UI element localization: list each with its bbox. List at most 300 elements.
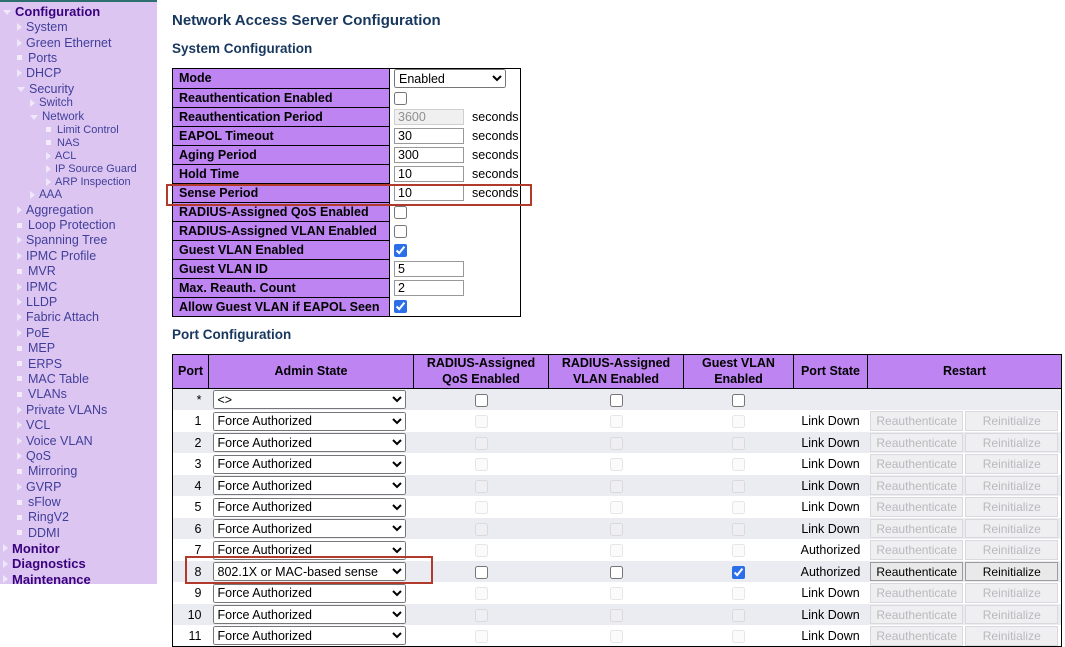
port-state xyxy=(794,389,868,411)
column-header-admin-state: Admin State xyxy=(209,355,414,389)
square-icon xyxy=(17,346,22,351)
triangle-right-icon xyxy=(17,283,22,291)
reauthenticate-button-port-5: Reauthenticate xyxy=(870,497,963,517)
admin-state-cell xyxy=(209,389,414,411)
port-number: 6 xyxy=(194,521,202,536)
guest-vlan-enabled-checkbox[interactable] xyxy=(394,244,407,257)
radius-qos-checkbox-port-2 xyxy=(475,437,488,450)
admin-state-cell xyxy=(209,539,414,561)
system-row-value-cell xyxy=(390,278,521,297)
admin-state-cell xyxy=(209,453,414,475)
triangle-right-icon xyxy=(17,69,22,77)
guest-vlan-cell xyxy=(684,432,794,454)
system-row-radius-assigned-vlan-enabled xyxy=(173,221,521,240)
system-row-value-cell xyxy=(390,145,521,164)
sense-period-input[interactable] xyxy=(394,185,464,201)
port-table-row xyxy=(173,518,1062,540)
reinitialize-button-port-11: Reinitialize xyxy=(965,626,1058,646)
radius-vlan-cell xyxy=(549,453,684,475)
eapol-timeout-input[interactable] xyxy=(394,128,464,144)
square-icon xyxy=(17,361,22,366)
system-row-aging-period xyxy=(173,145,521,164)
triangle-right-icon xyxy=(3,544,8,552)
radius-qos-cell xyxy=(414,475,549,497)
sidebar-item-label: QoS xyxy=(26,448,52,463)
guest-vlan-cell xyxy=(684,582,794,604)
sidebar-item-mirroring[interactable] xyxy=(0,464,157,479)
unit-label: seconds xyxy=(472,185,519,200)
port-table-row xyxy=(173,389,1062,411)
sidebar-item-spanning-tree[interactable] xyxy=(0,233,157,248)
radius-assigned-qos-enabled-checkbox[interactable] xyxy=(394,206,407,219)
restart-cell xyxy=(868,625,1062,647)
restart-cell xyxy=(868,410,1062,432)
reauthentication-period-input xyxy=(394,109,464,125)
system-row-reauthentication-enabled xyxy=(173,88,521,107)
sidebar-item-limit-control[interactable] xyxy=(0,123,157,136)
port-number: 7 xyxy=(194,543,202,557)
guest-vlan-checkbox-port-[interactable] xyxy=(732,394,745,407)
port-table-row xyxy=(173,539,1062,561)
main-content xyxy=(172,0,1065,643)
radius-vlan-checkbox-port-1 xyxy=(610,415,623,428)
sidebar-item-mvr[interactable] xyxy=(0,264,157,279)
radius-vlan-cell xyxy=(549,475,684,497)
radius-qos-cell xyxy=(414,582,549,604)
port-state: Link Down xyxy=(801,521,860,536)
square-icon xyxy=(17,500,22,505)
square-icon xyxy=(17,223,22,228)
system-row-label: Reauthentication Period xyxy=(173,107,390,126)
guest-vlan-checkbox-port-4 xyxy=(732,480,745,493)
sidebar-item-label: VCL xyxy=(26,418,51,433)
sidebar-item-label: Switch xyxy=(39,97,73,110)
unit-label: seconds xyxy=(472,147,519,162)
admin-state-cell xyxy=(209,432,414,454)
reauthenticate-button-port-8[interactable]: Reauthenticate xyxy=(870,562,963,582)
sidebar-item-label: LLDP xyxy=(26,294,58,309)
radius-qos-checkbox-port-11 xyxy=(475,630,488,643)
sidebar-item-system[interactable] xyxy=(0,20,157,35)
reinitialize-button-port-7: Reinitialize xyxy=(965,540,1058,560)
mode-select[interactable] xyxy=(394,69,506,88)
sidebar-item-erps[interactable] xyxy=(0,356,157,371)
restart-cell xyxy=(868,561,1062,583)
allow-guest-vlan-if-eapol-seen-checkbox[interactable] xyxy=(394,300,407,313)
triangle-right-icon xyxy=(3,575,8,583)
system-row-value-cell xyxy=(390,69,521,89)
triangle-right-icon xyxy=(17,437,22,445)
admin-state-select-port-2[interactable] xyxy=(213,433,406,452)
admin-state-select-port-6[interactable] xyxy=(213,519,406,538)
radius-qos-cell xyxy=(414,496,549,518)
hold-time-input[interactable] xyxy=(394,166,464,182)
admin-state-select-port-3[interactable] xyxy=(213,455,406,474)
system-row-label: RADIUS-Assigned QoS Enabled xyxy=(173,202,390,221)
reauthenticate-button-port-9: Reauthenticate xyxy=(870,583,963,603)
radius-vlan-cell xyxy=(549,518,684,540)
sidebar-item-ip-source-guard[interactable] xyxy=(0,162,157,175)
guest-vlan-cell xyxy=(684,561,794,583)
sidebar-item-diagnostics[interactable] xyxy=(0,556,157,572)
system-row-label: Mode xyxy=(173,69,390,89)
system-row-mode xyxy=(173,69,521,89)
restart-cell xyxy=(868,496,1062,518)
reinitialize-button-port-2: Reinitialize xyxy=(965,433,1058,453)
sidebar-item-label: Configuration xyxy=(15,4,101,20)
port-state: Link Down xyxy=(801,414,860,428)
system-row-label: Aging Period xyxy=(173,145,390,164)
port-number: * xyxy=(196,392,202,407)
sidebar-item-vcl[interactable] xyxy=(0,417,157,432)
guest-vlan-checkbox-port-6 xyxy=(732,523,745,536)
radius-vlan-checkbox-port-5 xyxy=(610,501,623,514)
port-number: 3 xyxy=(194,457,202,471)
system-configuration-heading: System Configuration xyxy=(172,41,313,56)
guest-vlan-checkbox-port-3 xyxy=(732,458,745,471)
radius-vlan-checkbox-port-[interactable] xyxy=(610,394,623,407)
radius-vlan-checkbox-port-4 xyxy=(610,480,623,493)
port-number: 11 xyxy=(188,628,202,643)
sidebar-item-voice-vlan[interactable] xyxy=(0,433,157,448)
sidebar-item-label: ACL xyxy=(55,149,77,162)
triangle-right-icon xyxy=(17,421,22,429)
sidebar-item-label: RingV2 xyxy=(28,510,69,525)
sidebar-item-label: ARP Inspection xyxy=(55,175,131,188)
admin-state-cell xyxy=(209,582,414,604)
system-row-label: Reauthentication Enabled xyxy=(173,88,390,107)
guest-vlan-checkbox-port-11 xyxy=(732,630,745,643)
admin-state-select-port-[interactable] xyxy=(213,390,406,409)
radius-qos-cell xyxy=(414,604,549,626)
column-header-radius-qos: RADIUS-Assigned QoS Enabled xyxy=(414,355,549,389)
sidebar-item-ringv2[interactable] xyxy=(0,510,157,525)
radius-vlan-cell xyxy=(549,625,684,647)
reinitialize-button-port-8[interactable]: Reinitialize xyxy=(965,562,1058,582)
guest-vlan-checkbox-port-9 xyxy=(732,587,745,600)
sidebar-item-label: MVR xyxy=(28,264,56,279)
square-icon xyxy=(17,530,22,535)
sidebar-item-label: GVRP xyxy=(26,479,62,494)
restart-cell xyxy=(868,582,1062,604)
sidebar-item-label: sFlow xyxy=(28,495,61,510)
column-header-restart: Restart xyxy=(868,355,1062,389)
port-number: 8 xyxy=(194,564,202,579)
port-table-header-row xyxy=(173,355,1062,389)
port-table-row xyxy=(173,496,1062,518)
sidebar-item-label: Spanning Tree xyxy=(26,233,108,248)
sidebar-item-label: Ports xyxy=(28,50,58,65)
guest-vlan-checkbox-port-7 xyxy=(732,544,745,557)
sidebar-item-label: Diagnostics xyxy=(12,556,86,572)
reinitialize-button-port-3: Reinitialize xyxy=(965,454,1058,474)
guest-vlan-cell xyxy=(684,625,794,647)
system-row-label: Max. Reauth. Count xyxy=(173,278,390,297)
radius-qos-cell xyxy=(414,410,549,432)
sidebar-item-fabric-attach[interactable] xyxy=(0,310,157,325)
radius-vlan-checkbox-port-11 xyxy=(610,630,623,643)
triangle-down-icon xyxy=(17,87,25,92)
radius-vlan-checkbox-port-10 xyxy=(610,609,623,622)
port-table-row xyxy=(173,625,1062,647)
sidebar-item-acl[interactable] xyxy=(0,149,157,162)
sidebar-item-mep[interactable] xyxy=(0,340,157,355)
square-icon xyxy=(17,392,22,397)
system-row-value-cell xyxy=(390,240,521,259)
guest-vlan-cell xyxy=(684,604,794,626)
triangle-right-icon xyxy=(17,452,22,460)
guest-vlan-cell xyxy=(684,518,794,540)
sidebar-item-label: DHCP xyxy=(26,66,62,81)
admin-state-select-port-1[interactable] xyxy=(213,412,406,431)
restart-cell xyxy=(868,518,1062,540)
sidebar-item-mac-table[interactable] xyxy=(0,371,157,386)
system-row-label: Sense Period xyxy=(173,183,390,202)
system-row-value-cell xyxy=(390,221,521,240)
guest-vlan-checkbox-port-8[interactable] xyxy=(732,566,745,579)
reauthenticate-button-port-3: Reauthenticate xyxy=(870,454,963,474)
system-row-eapol-timeout xyxy=(173,126,521,145)
sidebar-item-security[interactable] xyxy=(0,81,157,96)
triangle-right-icon xyxy=(17,406,22,414)
radius-qos-checkbox-port-7 xyxy=(475,544,488,557)
triangle-down-icon xyxy=(30,115,38,120)
sidebar-item-arp-inspection[interactable] xyxy=(0,175,157,188)
sidebar-item-label: IPMC Profile xyxy=(26,248,97,263)
guest-vlan-cell xyxy=(684,410,794,432)
guest-vlan-checkbox-port-1 xyxy=(732,415,745,428)
navigation-sidebar xyxy=(0,0,157,587)
sidebar-item-label: Monitor xyxy=(12,540,60,556)
triangle-right-icon xyxy=(30,191,35,199)
triangle-down-icon xyxy=(3,10,11,15)
column-header-port-state: Port State xyxy=(794,355,868,389)
admin-state-select-port-7[interactable] xyxy=(213,541,406,560)
triangle-right-icon xyxy=(46,152,51,160)
guest-vlan-checkbox-port-10 xyxy=(732,609,745,622)
radius-qos-checkbox-port-10 xyxy=(475,609,488,622)
restart-cell xyxy=(868,475,1062,497)
system-configuration-table xyxy=(172,68,521,317)
reauthenticate-button-port-10: Reauthenticate xyxy=(870,605,963,625)
radius-vlan-cell xyxy=(549,432,684,454)
navigation-tree xyxy=(0,4,157,587)
guest-vlan-cell xyxy=(684,475,794,497)
port-state: Link Down xyxy=(801,607,860,622)
system-row-label: Guest VLAN ID xyxy=(173,259,390,278)
radius-qos-checkbox-port-9 xyxy=(475,587,488,600)
sidebar-item-label: ERPS xyxy=(28,356,63,371)
reauthenticate-button-port-1: Reauthenticate xyxy=(870,411,963,431)
radius-qos-checkbox-port-8[interactable] xyxy=(475,566,488,579)
square-icon xyxy=(17,55,22,60)
system-row-label: Hold Time xyxy=(173,164,390,183)
reinitialize-button-port-10: Reinitialize xyxy=(965,605,1058,625)
sidebar-item-loop-protection[interactable] xyxy=(0,217,157,232)
page-title: Network Access Server Configuration xyxy=(172,12,441,29)
radius-vlan-cell xyxy=(549,539,684,561)
radius-vlan-cell xyxy=(549,582,684,604)
radius-vlan-cell xyxy=(549,389,684,411)
port-number: 4 xyxy=(194,478,202,493)
radius-qos-cell xyxy=(414,561,549,583)
sidebar-item-label: IPMC xyxy=(26,279,58,294)
reauthentication-enabled-checkbox[interactable] xyxy=(394,92,407,105)
square-icon xyxy=(46,140,51,145)
sidebar-item-sflow[interactable] xyxy=(0,494,157,509)
square-icon xyxy=(17,469,22,474)
reinitialize-button-port-9: Reinitialize xyxy=(965,583,1058,603)
sidebar-item-label: PoE xyxy=(26,325,50,340)
port-table-row xyxy=(173,410,1062,432)
port-state: Link Down xyxy=(801,500,860,514)
system-row-value-cell xyxy=(390,259,521,278)
radius-qos-checkbox-port-4 xyxy=(475,480,488,493)
column-header-port: Port xyxy=(173,355,209,389)
admin-state-cell xyxy=(209,604,414,626)
system-row-label: EAPOL Timeout xyxy=(173,126,390,145)
sidebar-item-configuration[interactable] xyxy=(0,4,157,20)
sidebar-item-label: Network xyxy=(42,110,85,123)
port-state: Link Down xyxy=(801,457,860,471)
sidebar-item-maintenance[interactable] xyxy=(0,572,157,588)
port-number: 9 xyxy=(194,586,202,600)
reauthenticate-button-port-4: Reauthenticate xyxy=(870,476,963,496)
column-header-radius-vlan: RADIUS-Assigned VLAN Enabled xyxy=(549,355,684,389)
triangle-right-icon xyxy=(3,560,8,568)
sidebar-item-label: Limit Control xyxy=(57,123,119,136)
system-row-allow-guest-vlan-if-eapol-seen xyxy=(173,297,521,316)
port-table-row xyxy=(173,604,1062,626)
system-row-sense-period xyxy=(173,183,521,202)
triangle-right-icon xyxy=(46,165,51,173)
reauthenticate-button-port-7: Reauthenticate xyxy=(870,540,963,560)
port-number: 5 xyxy=(194,500,202,514)
reauthenticate-button-port-6: Reauthenticate xyxy=(870,519,963,539)
admin-state-cell xyxy=(209,496,414,518)
radius-qos-checkbox-port-[interactable] xyxy=(475,394,488,407)
port-table-row xyxy=(173,582,1062,604)
sidebar-item-private-vlans[interactable] xyxy=(0,402,157,417)
system-row-value-cell xyxy=(390,297,521,316)
sidebar-item-label: Fabric Attach xyxy=(26,310,99,325)
port-table-row xyxy=(173,475,1062,497)
sidebar-item-green-ethernet[interactable] xyxy=(0,35,157,50)
restart-cell xyxy=(868,539,1062,561)
admin-state-cell xyxy=(209,561,414,583)
guest-vlan-cell xyxy=(684,453,794,475)
radius-qos-checkbox-port-5 xyxy=(475,501,488,514)
radius-vlan-checkbox-port-3 xyxy=(610,458,623,471)
unit-label: seconds xyxy=(472,128,519,143)
admin-state-select-port-4[interactable] xyxy=(213,476,406,495)
square-icon xyxy=(46,127,51,132)
unit-label: seconds xyxy=(472,109,519,124)
sidebar-item-label: Maintenance xyxy=(12,571,91,587)
admin-state-cell xyxy=(209,518,414,540)
sidebar-item-label: IP Source Guard xyxy=(55,162,137,175)
sidebar-item-nas[interactable] xyxy=(0,136,157,149)
system-row-radius-assigned-qos-enabled xyxy=(173,202,521,221)
reinitialize-button-port-4: Reinitialize xyxy=(965,476,1058,496)
guest-vlan-id-input[interactable] xyxy=(394,261,464,277)
port-state: Link Down xyxy=(801,478,860,493)
sidebar-item-label: Private VLANs xyxy=(26,402,108,417)
aging-period-input[interactable] xyxy=(394,147,464,163)
admin-state-select-port-8[interactable] xyxy=(213,562,406,581)
system-row-label: Guest VLAN Enabled xyxy=(173,240,390,259)
triangle-right-icon xyxy=(17,39,22,47)
sidebar-item-aaa[interactable] xyxy=(0,188,157,202)
radius-qos-checkbox-port-1 xyxy=(475,415,488,428)
triangle-right-icon xyxy=(30,99,35,107)
admin-state-cell xyxy=(209,475,414,497)
restart-cell xyxy=(868,389,1062,411)
admin-state-select-port-11[interactable] xyxy=(213,626,406,645)
triangle-right-icon xyxy=(17,252,22,260)
triangle-right-icon xyxy=(17,298,22,306)
system-row-value-cell xyxy=(390,126,521,145)
port-number: 2 xyxy=(194,435,202,450)
sidebar-item-poe[interactable] xyxy=(0,325,157,340)
admin-state-select-port-10[interactable] xyxy=(213,605,406,624)
radius-qos-cell xyxy=(414,389,549,411)
reauthenticate-button-port-11: Reauthenticate xyxy=(870,626,963,646)
admin-state-select-port-9[interactable] xyxy=(213,584,406,603)
sidebar-item-dhcp[interactable] xyxy=(0,66,157,81)
max-reauth-count-input[interactable] xyxy=(394,280,464,296)
port-table-row xyxy=(173,432,1062,454)
sidebar-item-vlans[interactable] xyxy=(0,387,157,402)
system-row-guest-vlan-id xyxy=(173,259,521,278)
sidebar-item-lldp[interactable] xyxy=(0,294,157,309)
radius-vlan-cell xyxy=(549,496,684,518)
sidebar-item-network[interactable] xyxy=(0,110,157,124)
sidebar-item-gvrp[interactable] xyxy=(0,479,157,494)
system-row-guest-vlan-enabled xyxy=(173,240,521,259)
sidebar-item-label: Loop Protection xyxy=(28,218,116,233)
radius-vlan-checkbox-port-7 xyxy=(610,544,623,557)
sidebar-item-ipmc[interactable] xyxy=(0,279,157,294)
radius-qos-cell xyxy=(414,518,549,540)
sidebar-item-ddmi[interactable] xyxy=(0,525,157,540)
sidebar-item-label: System xyxy=(26,20,68,35)
sidebar-item-monitor[interactable] xyxy=(0,541,157,557)
system-row-label: RADIUS-Assigned VLAN Enabled xyxy=(173,221,390,240)
system-row-value-cell xyxy=(390,183,521,202)
sidebar-item-qos[interactable] xyxy=(0,448,157,463)
sidebar-item-label: Voice VLAN xyxy=(26,433,93,448)
reinitialize-button-port-1: Reinitialize xyxy=(965,411,1058,431)
radius-vlan-cell xyxy=(549,410,684,432)
radius-qos-cell xyxy=(414,625,549,647)
radius-assigned-vlan-enabled-checkbox[interactable] xyxy=(394,225,407,238)
radius-vlan-checkbox-port-8[interactable] xyxy=(610,566,623,579)
radius-vlan-cell xyxy=(549,561,684,583)
radius-qos-cell xyxy=(414,432,549,454)
sidebar-item-ports[interactable] xyxy=(0,50,157,65)
radius-qos-cell xyxy=(414,453,549,475)
sidebar-item-switch[interactable] xyxy=(0,96,157,110)
port-state: Authorized xyxy=(800,543,861,557)
square-icon xyxy=(17,376,22,381)
sidebar-item-aggregation[interactable] xyxy=(0,202,157,217)
triangle-right-icon xyxy=(46,178,51,186)
system-row-value-cell xyxy=(390,202,521,221)
admin-state-select-port-5[interactable] xyxy=(213,498,406,517)
guest-vlan-cell xyxy=(684,496,794,518)
sidebar-item-ipmc-profile[interactable] xyxy=(0,248,157,263)
